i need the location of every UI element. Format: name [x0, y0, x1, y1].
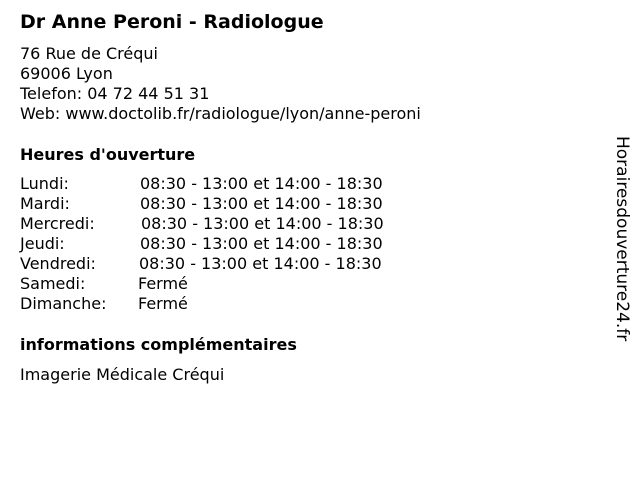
- hours-day: Vendredi:: [20, 254, 96, 273]
- hours-day: Dimanche:: [20, 294, 107, 313]
- site-watermark: Horairesdouverture24.fr: [612, 136, 632, 342]
- website-url: Web: www.doctolib.fr/radiologue/lyon/anne-peroni: [20, 104, 421, 123]
- page-title: Dr Anne Peroni - Radiologue: [20, 11, 324, 33]
- address-block: [20, 44, 421, 124]
- opening-hours-heading: Heures d'ouverture: [20, 145, 196, 164]
- hours-time: 08:30 - 13:00 et 14:00 - 18:30: [139, 254, 382, 273]
- hours-time: Fermé: [138, 274, 188, 293]
- address-street: 76 Rue de Créqui: [20, 44, 158, 63]
- hours-day: Mercredi:: [20, 214, 95, 233]
- hours-day: Samedi:: [20, 274, 86, 293]
- hours-day: Mardi:: [20, 194, 70, 213]
- additional-info-heading: informations complémentaires: [20, 335, 297, 354]
- hours-time: Fermé: [138, 294, 188, 313]
- additional-info-text: Imagerie Médicale Créqui: [20, 365, 225, 384]
- phone-number: Telefon: 04 72 44 51 31: [20, 84, 210, 103]
- hours-day: Jeudi:: [20, 234, 65, 253]
- address-city: 69006 Lyon: [20, 64, 113, 83]
- hours-time: 08:30 - 13:00 et 14:00 - 18:30: [141, 214, 384, 233]
- hours-time: 08:30 - 13:00 et 14:00 - 18:30: [140, 234, 383, 253]
- hours-time: 08:30 - 13:00 et 14:00 - 18:30: [140, 194, 383, 213]
- hours-day: Lundi:: [20, 174, 69, 193]
- hours-time: 08:30 - 13:00 et 14:00 - 18:30: [140, 174, 383, 193]
